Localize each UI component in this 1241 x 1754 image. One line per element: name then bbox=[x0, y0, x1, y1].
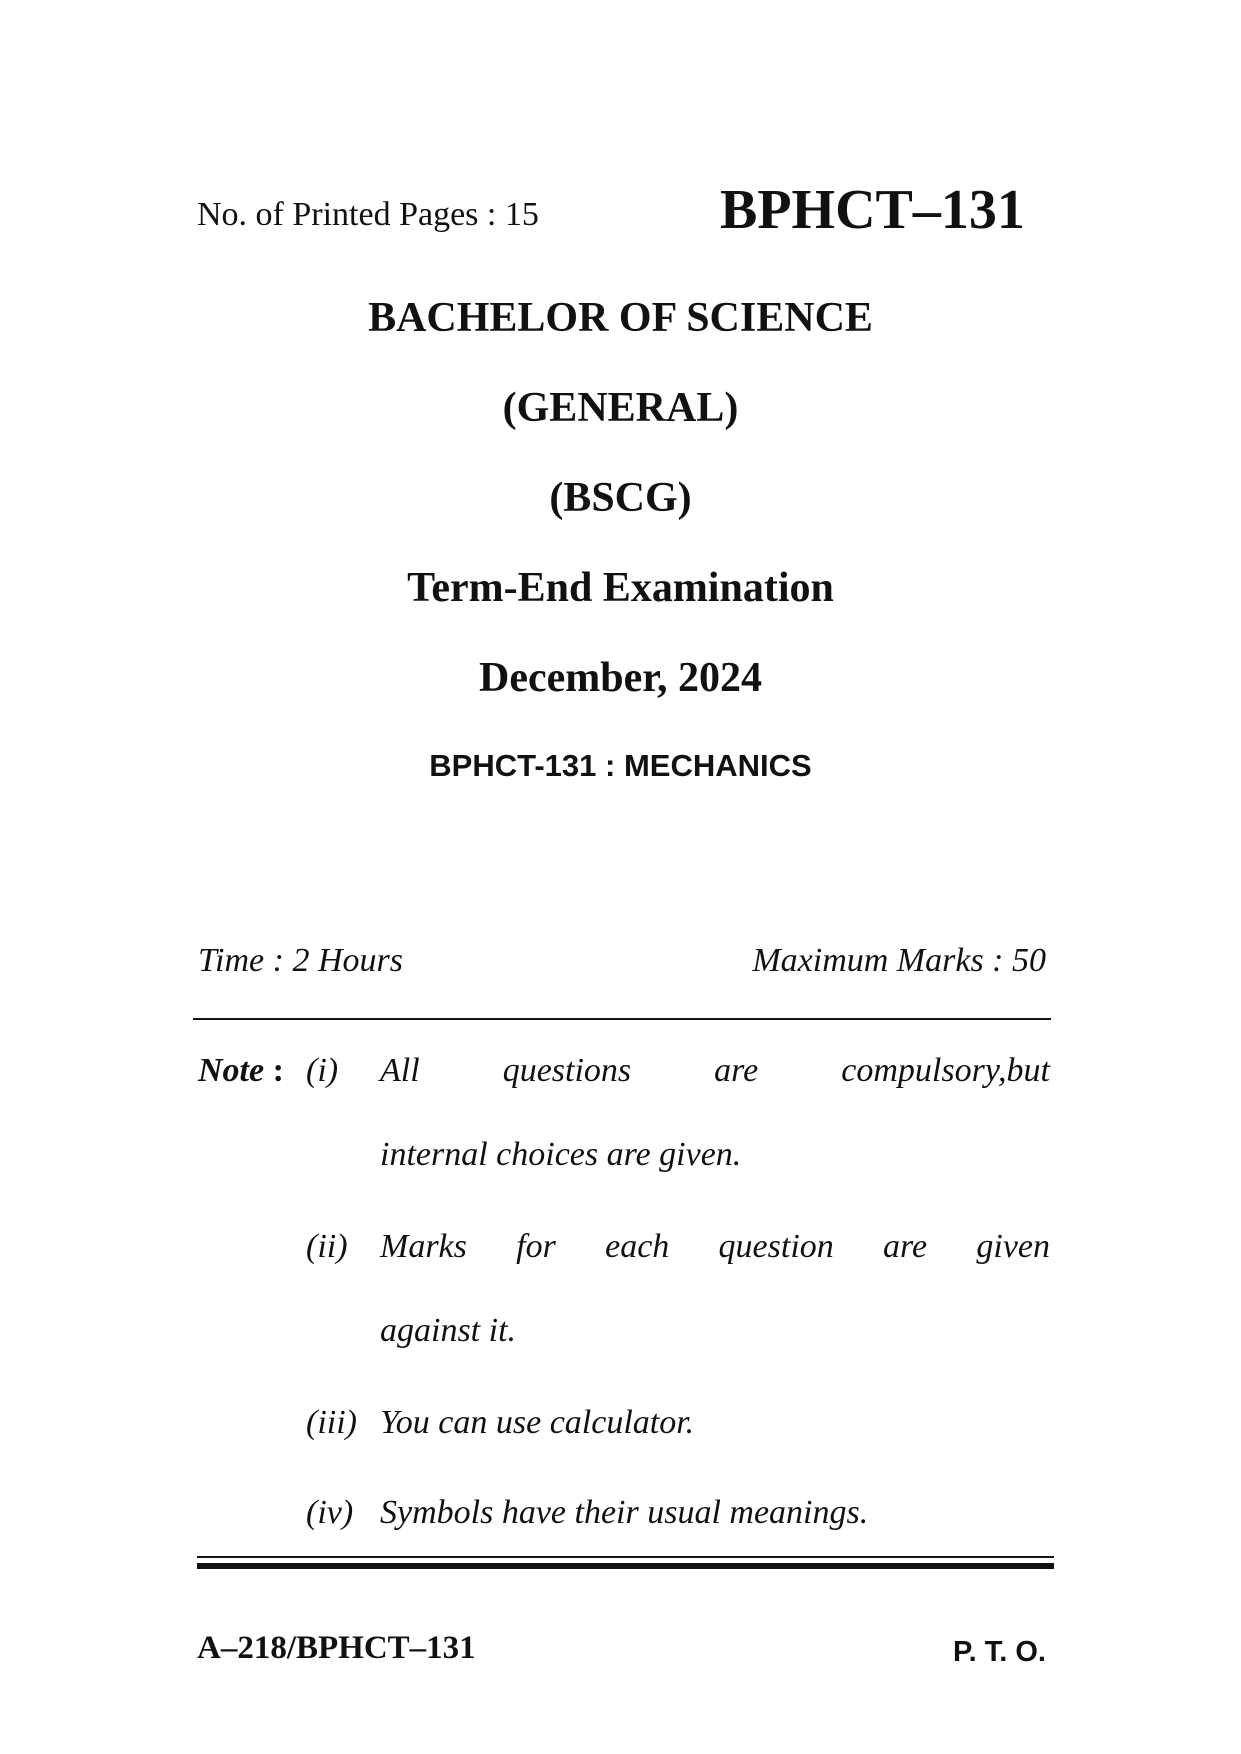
note-item-text: You can use calculator. bbox=[380, 1404, 695, 1441]
paper-title: BPHCT-131 : MECHANICS bbox=[429, 748, 812, 783]
note-item-text: Symbols have their usual meanings. bbox=[380, 1494, 869, 1531]
note-item-text: Marks for each question are given bbox=[380, 1228, 1050, 1265]
printed-pages-count: No. of Printed Pages : 15 bbox=[197, 196, 539, 233]
note-item-text-continued: against it. bbox=[380, 1312, 517, 1349]
note-item-number: (i) bbox=[306, 1052, 339, 1089]
maximum-marks: Maximum Marks : 50 bbox=[752, 942, 1046, 979]
divider-rule bbox=[193, 1018, 1051, 1020]
note-item-number: (iii) bbox=[306, 1404, 357, 1441]
note-item-number: (ii) bbox=[306, 1228, 348, 1265]
exam-name: Term-End Examination bbox=[407, 565, 834, 611]
footer-paper-code: A–218/BPHCT–131 bbox=[197, 1630, 476, 1666]
note-label-colon: : bbox=[272, 1052, 284, 1089]
degree-abbreviation: (BSCG) bbox=[549, 475, 692, 521]
time-allowed: Time : 2 Hours bbox=[198, 942, 403, 979]
footer-rule-thin bbox=[197, 1556, 1054, 1558]
please-turn-over: P. T. O. bbox=[953, 1636, 1046, 1668]
exam-session: December, 2024 bbox=[478, 655, 763, 701]
course-code-header: BPHCT–131 bbox=[720, 179, 1025, 241]
degree-title: BACHELOR OF SCIENCE bbox=[368, 295, 873, 341]
note-label-text: Note bbox=[198, 1052, 265, 1089]
note-label bbox=[198, 1052, 284, 1090]
footer-rule-thick bbox=[197, 1563, 1054, 1569]
note-item-text: All questions are compulsory,but bbox=[380, 1052, 1050, 1089]
note-item-number: (iv) bbox=[306, 1494, 354, 1531]
degree-type: (GENERAL) bbox=[502, 385, 739, 431]
note-item-text-continued: internal choices are given. bbox=[380, 1136, 742, 1173]
